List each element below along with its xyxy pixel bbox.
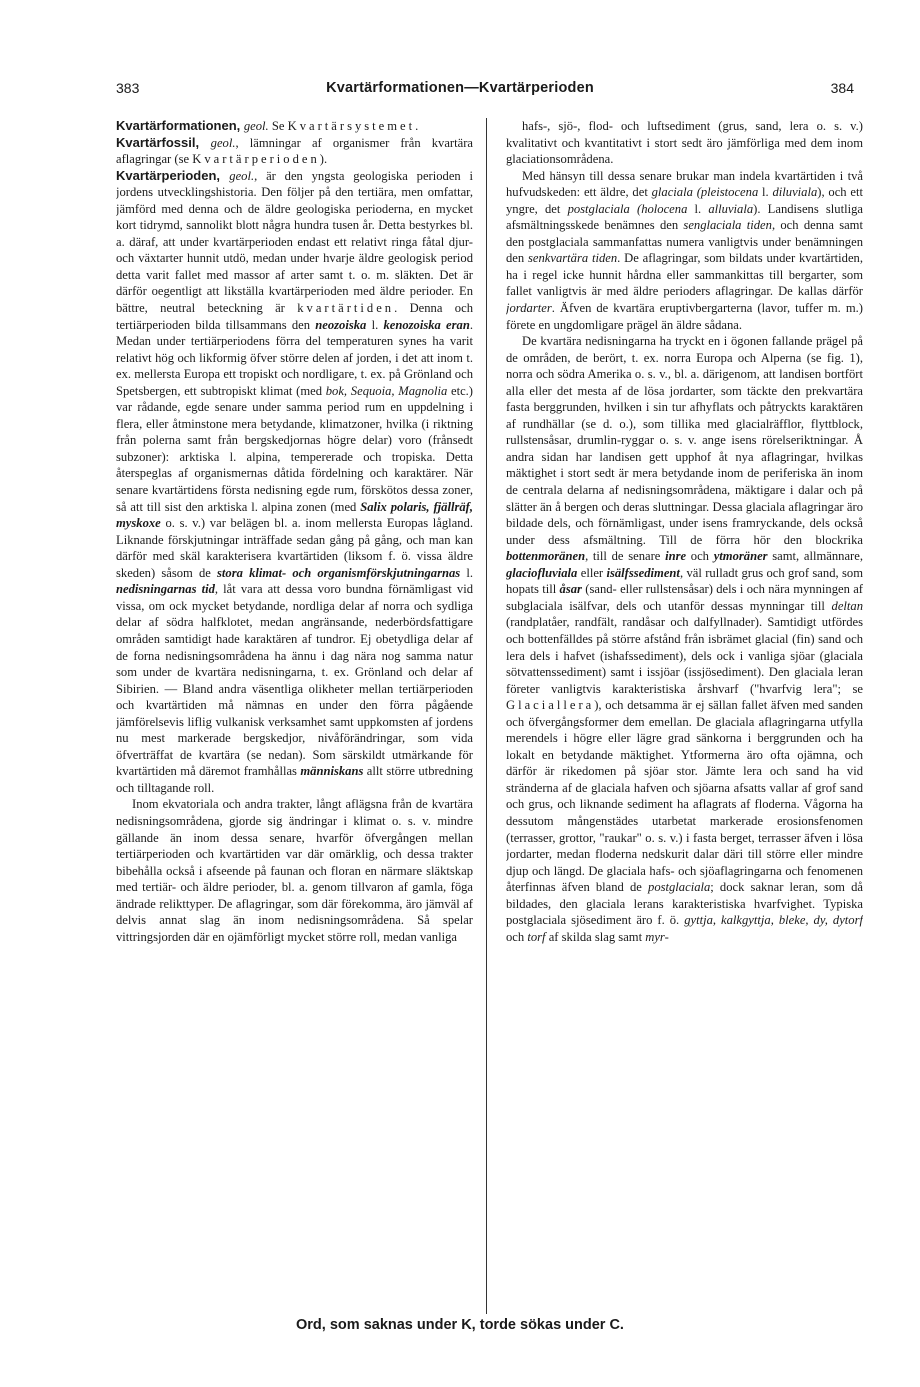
text-run: allt större utbredning och tilltagande roll. [116,764,473,795]
text-run: eller [577,565,607,580]
text-run: Se [268,119,288,133]
article-paragraph [116,135,473,168]
right-column [506,118,863,1310]
emphasized-term: inre [665,549,687,564]
text-run: . De aflagringar, som bildats under kvartärtiden, ha i regel icke hunnit hårdna eller sammankittas till bergarter, som fallet vanligtvis är med äldre perioders aflagringar. De kallas därför [506,251,863,299]
page-number-left: 383 [116,80,140,96]
page-header [0,80,920,100]
text-run: . Medan under tertiärperiodens förra del temperaturen synes ha varit relativt hög och likformig öfver större delen af jorden, i det att inom t. ex. mellersta Europa ett tropiskt och nordligare, t. ex. på Grönland och Spetsbergen, ett subtropiskt klimat (med [116,317,473,398]
emphasized-term: neozoiska [315,317,367,332]
italic-term: glaciala (pleistocena [651,185,759,200]
text-run: l. [687,201,709,216]
text-run: och [686,549,714,564]
italic-term: geol. [229,168,255,183]
article-paragraph [116,118,473,135]
text-run: , till de senare [585,549,666,564]
text-run: l. [758,185,773,200]
text-run: . Denna och tertiärperioden bilda tillsammans den [116,301,473,332]
text-run: samt, allmännare, [767,549,863,564]
text-run: l. [460,565,473,580]
text-run: hafs-, sjö-, flod- och luftsediment (grus, sand, lera o. s. v.) kvalitativt och kvantitativt i stort sedt äro jämförliga med dem inom glaciationsområdena. [506,119,863,167]
emphasized-term: bottenmoränen [506,549,586,564]
italic-term: alluviala [708,201,754,216]
spaced-reference: kvartärtiden [297,301,395,316]
page-number-right: 384 [830,80,854,96]
spaced-reference: Kvartärsystemet [287,119,416,133]
italic-term: geol. [210,135,236,150]
italic-term: torf [527,929,546,944]
text-run: , är den yngsta geologiska perioden i jordens utvecklingshistoria. Den följer på den tertiära, men omfattar, jämförd med denna och de äldre geologiska perioderna, en mycket kort tidrymd, sannolikt blott några hundra tusen år. Detta bestyrkes bl. a. däraf, att under kvartärperioden endast ett relativt ringa fåtal djur- och växtarter hunnit utdö, medan under hvarje äldre geologisk period detta varit fallet med massor af arter samt t. o. m. släkten. Det är därför oegentligt att likställa kvartärperioden med äldre perioder. En bättre, neutral beteckning är [116,168,473,316]
text-run: Inom ekvatoriala och andra trakter, långt aflägsna från de kvartära nedisningsområdena, gjorde sig ändringar i klimat o. s. v. mindre gällande än inom dessa senare, hvarför öfvergången mellan tertiärperioden och kvartärtiden var där omärklig, och dessa trakter bibehålla också i afseende på faunan och floran en närmare släktskap med tertiär- och äldre perioder, bl. a. genom tillvaron af gamla, föga ändrade relikttyper. De aflagringar, som där förekomma, äro jämväl af delvis annat slag än inom nedisningsområdena. Så spelar vittringsjorden där en ojämförligt mycket större roll, medan vanliga [116,797,473,944]
left-column [116,118,473,1310]
entry-headword: Kvartärperioden, [116,167,230,183]
spaced-reference: Glaciallera [506,698,595,713]
emphasized-term: åsar [559,582,582,597]
text-run: ), och detsamma är ej sällan fallet äfven med sanden och öfvergångsformer dem emellan. De glaciala aflagringarna utfylla merendels i högre eller lägre grad sänkorna i berggrunden och ha lokalt en betydande mäktighet. Ytformerna äro ofta ojämna, och därför är rikedomen på sjöar stor. Jämte lera och sand ha vid stränderna af de glaciala hafven och sjöarna afsatts vallar af grof sand och grus, och liknande sediment ha aflagrats af floderna. Vågorna ha dessutom mångenstädes utarbetat markerade erosionsfenomen (terrasser, grottor, "raukar" o. s. v.) i fasta berget, terrasser äfven i lösa jordarter, medan floderna nedskurit dalar däri till större eller mindre djup och längd. De glaciala hafs- och sjöaflagringarna och fenomenen återfinnas äfven bland de [506,698,863,895]
text-run: (sand- eller rullstensåsar) dels i och nära mynningen af subglaciala isälfvar, dels och utanför dessas mynningar till [506,582,863,613]
spaced-reference: Kvartärperioden [192,152,320,167]
article-paragraph [116,168,473,797]
text-run: o. s. v.) var belägen bl. a. inom mellersta Europas lågland. Liknande förskjutningar inträffade sedan gång på gång, och man kan därför med skäl karakterisera kvartärtiden (liksom f. ö. vissa äldre skeden) såsom de [116,516,473,580]
text-run: Med hänsyn till dessa senare brukar man indela kvartärtiden i två hufvudskeden: ett äldre, det [506,168,863,200]
emphasized-term: människans [300,764,364,779]
entry-headword: Kvartärfossil, [116,134,211,150]
italic-term: postglaciala [648,880,711,895]
text-run: De kvartära nedisningarna ha tryckt en i ögonen fallande prägel på de områden, de berört, t. ex. norra Europa och Alperna (se fig. 1), norra och södra Amerika o. s. v., bl. a. därigenom, att landisen bortfört alla eller det mesta af de lösa jordarter, som täckte den prekvartära fasta berggrunden, hvilken i sin tur afhyflats och påtryckts karaktären af rundhällar (se d. o.), som tillika med glacialräfflor, flyttblock, rullstensåsar, drumlin-ryggar o. s. v. ange isens rörelseriktningar. Å andra sidan har landisen gett upphof åt nya aflagringar, hvilkas mäktighet i stort sedt är mera betydande inom de periferiska än inom de centrala delarna af nedisningsområdena, mäktigare i dalar och på slätter än å bergen och deras sluttningar. Dessa glaciala aflagringar äro bildade dels, och förnämligast, under isens framryckande, dels också under dess afsmältning. Till de förra hör den blockrika [506,334,863,547]
emphasized-term: stora klimat- och organismförskjutningarnas [217,565,461,580]
text-run: , låt vara att dessa voro bundna förnämligast vid vissa, om ock mycket betydande, nordliga delar af norra och sydliga delar af södra halfklotet, medan angränsande, nederbördsfattigare områden samtidigt hade karaktären af tundror. Ej obetydliga delar af de forna nedisningsområdena ha ännu i dag nära nog samma natur som under de kvartära nedisningarna, t. ex. Grönland och delar af Sibirien. — Bland andra väsentliga olikheter mellan tertiärperioden och kvartärtiden må nämnas en under den förra pågående jämförelsevis liflig vulkanisk verksamhet samt uppkomsten af jordens nu mest markerade bergskedjor, nivåförändringar, som vida öfverträffat de kvartära (se nedan). Som särskildt utmärkande för kvartärtiden må däremot framhållas [116,582,473,779]
italic-term: diluviala [772,185,818,200]
article-paragraph [506,168,863,333]
footer-note: Ord, som saknas under K, torde sökas under C. [296,1317,624,1333]
text-run: . [415,119,419,133]
column-divider [486,118,487,1314]
italic-term: postglaciala (holocena [567,201,688,216]
italic-term: deltan [831,598,863,613]
italic-term: senglaciala tiden [683,218,772,233]
emphasized-term: ytmoräner [713,549,768,564]
italic-term: myr- [645,929,669,944]
italic-term: jordarter [506,301,552,316]
text-run: ; dock saknar leran, som då bildades, den glaciala lerans karakteristiska hvarfvighet. Typiska postglaciala sjösediment äro f. ö. [506,880,863,928]
text-run: ), och ett yngre, det [506,185,863,216]
text-run: ). Landisens slutliga afsmältningsskede benämnes den [506,201,863,233]
text-run: l. [366,317,384,332]
entry-headword: Kvartärformationen, [116,118,244,133]
text-run: etc.) var rådande, egde senare under samma period rum en uppdelning i flera, eller åtminstone mera betydande, klimatzoner, hvilka (i riktning från polerna samt från bergskedjornas högre delar) voro (frånsedt subzoner): arktiska l. alpina, tempererade och tropiska. Detta återspeglas af organismernas dåtida fördelning och karaktärer. När senare kvartärtidens första nedisning egde rum, förskötos dessa zoner, så att till sist den arktiska l. alpina zonen (med [116,383,473,514]
italic-term: senkvartära tiden [528,251,618,266]
text-run: ). [319,152,328,167]
text-run: . Äfven de kvartära eruptivbergarterna (lavor, tuffer m. m.) förete en ungdomligare prägel än äldre sådana. [506,301,863,332]
italic-term: bok, Sequoia, Magnolia [325,383,448,398]
emphasized-term: nedisningarnas tid [116,582,215,597]
emphasized-term: Salix polaris, fjällräf, myskoxe [116,499,473,531]
article-paragraph [116,796,473,945]
article-paragraph [506,118,863,168]
italic-term: gyttja, kalkgyttja, bleke, dy, dytorf [684,913,863,928]
text-run: och [506,929,528,944]
emphasized-term: isälfssediment [606,565,680,580]
italic-term: geol. [243,119,269,133]
text-run: , och denna samt den postglaciala sammanfattas numera vanligtvis under benämningen den [506,218,863,266]
running-title: Kvartärformationen—Kvartärperioden [326,80,594,96]
emphasized-term: glaciofluviala [506,565,578,580]
text-run: , väl rulladt grus och grof sand, som hopats till [506,565,863,597]
article-paragraph [506,333,863,945]
text-run: (randplatåer, randfält, randåsar och dalfyllnader). Samtidigt utfördes och bottenfälldes på större afstånd från isbrämet glacial (fin) sand och lera dels i hafvet (ishafssediment), dels ock i vanliga sjöar (glaciala sötvattenssediment) samt i issjöar (issjösediment). Den glaciala leran företer vanligtvis karakteristiska årshvarf ("hvarfvig lera"; se [506,615,863,696]
text-run: , lämningar af organismer från kvartära aflagringar (se [116,135,473,167]
text-run: af skilda slag samt [545,929,646,944]
emphasized-term: kenozoiska eran [383,317,470,332]
